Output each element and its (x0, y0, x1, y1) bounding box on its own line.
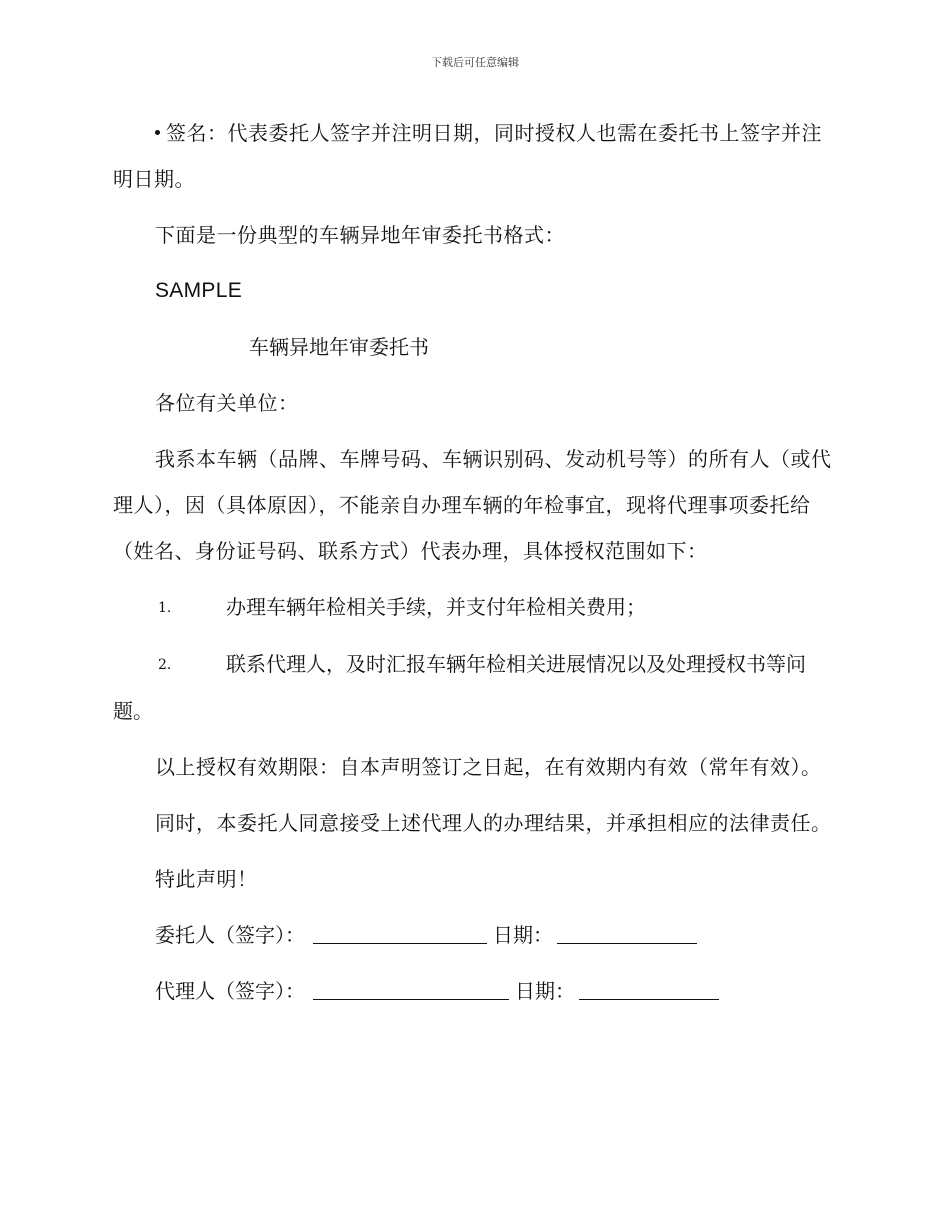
principal-date-label: 日期： (493, 923, 553, 947)
signature-line-agent (155, 968, 833, 1014)
bullet-icon (155, 130, 160, 135)
agent-date-blank (579, 981, 719, 1000)
page-header: 下载后可任意编辑 (431, 56, 519, 69)
salutation: 各位有关单位： (155, 391, 299, 415)
sample-label: SAMPLE (155, 279, 242, 302)
declaration: 特此声明！ (155, 867, 258, 891)
list-item-text: 办理车辆年检相关手续，并支付年检相关费用； (226, 595, 646, 619)
signature-line-principal (155, 912, 833, 958)
paragraph-signature-text: 签名：代表委托人签字并注明日期，同时授权人也需在委托书上签字并注明日期。 (113, 121, 822, 191)
principal-signature-blank (313, 925, 487, 944)
document-body (113, 110, 833, 1024)
paragraph-validity: 以上授权有效期限：自本声明签订之日起，在有效期内有效（常年有效）。 (155, 755, 822, 779)
principal-date-blank (557, 925, 697, 944)
principal-signature-label: 委托人（签字）： (155, 923, 305, 947)
list-item-text: 联系代理人，及时汇报车辆年检相关进展情况以及处理授权书等问题。 (113, 652, 806, 723)
list-item-number: 1. (158, 600, 172, 616)
agent-signature-label: 代理人（签字）： (155, 979, 305, 1003)
paragraph-body: 我系本车辆（品牌、车牌号码、车辆识别码、发动机号等）的所有人（或代理人），因（具体原因），不能亲自办理车辆的年检事宜，现将代理事项委托给（姓名、身份证号码、联系方式）代表办理，具体授权范围如下： (113, 447, 832, 563)
paragraph-consent: 同时，本委托人同意接受上述代理人的办理结果，并承担相应的法律责任。 (155, 811, 832, 835)
agent-signature-blank (313, 981, 509, 1000)
list-item (113, 641, 833, 734)
list-item-number: 2. (158, 657, 172, 673)
document-title: 车辆异地年审委托书 (249, 335, 429, 359)
agent-date-label: 日期： (515, 979, 575, 1003)
list-item (113, 584, 833, 631)
paragraph-signature (113, 110, 833, 202)
paragraph-intro: 下面是一份典型的车辆异地年审委托书格式： (155, 223, 565, 247)
